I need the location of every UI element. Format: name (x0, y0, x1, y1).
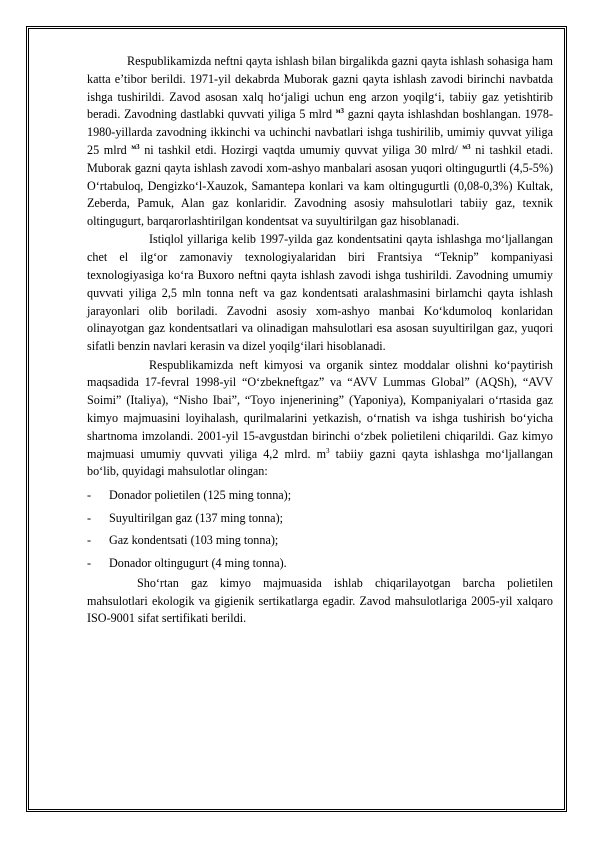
list-marker: - (87, 510, 92, 525)
text-run: Respublikamizda neft kimyosi va organik sintez moddalar olishni ko‘paytirish maqsadida 17-fevral 1998-yil “O‘zbekneftgaz” va “AVV Lummas Global” (AQSh), “AVV Soimi” (Italiya), “Nisho Ibai”, “Toyo injenerining” (Yaponiya), Kompaniyalari o‘rtasida gaz kimyo majmuasini loyihalash, qurilmalarini yetkazish, o‘rnatish va ishga tushirish bo‘yicha shartnoma imzolandi. 2001-yil 15-avgustdan birinchi o‘zbek polietileni chiqarildi. Gaz kimyo majmuasi umumiy quvvati yiliga 4,2 mlrd. m (87, 357, 553, 461)
list-item (87, 509, 553, 527)
exponent-superscript: 3 (326, 446, 330, 455)
paragraph-muborak-gas-plant (87, 53, 553, 231)
paragraph-gas-chemical-complex (87, 357, 553, 482)
cubic-meter-superscript: м3 (462, 142, 471, 151)
paragraph-shurtan-certification: Sho‘rtan gaz kimyo majmuasida ishlab chiqarilayotgan barcha polietilen mahsulotlari ekologik va gigienik sertikatlarga egadir. Zavod mahsulotlariga 2005-yil xalqaro ISO-9001 sifat sertifikati berildi. (87, 575, 553, 626)
list-item-text: Donador polietilen (125 ming tonna); (109, 487, 292, 502)
text-run: Respublikamizda neftni qayta ishlash bilan birgalikda gazni qayta ishlash sohasiga ham katta e’tibor berildi. 1971-yil dekabrda Muborak gazni qayta ishlash zavodi birinchi navbatda ishga tushirildi. Zavod asosan xalq ho‘jaligi uchun eng arzon yoqilg‘i, tabiiy gaz yetishtirib beradi. Zavodning dastlabki quvvati yiliga 5 mlrd (87, 54, 553, 122)
text-run: ni tashkil etadi. Muborak gazni qayta ishlash zavodi xom-ashyo manbalari asosan yuqori oltingugurtli (4,5-5%) O‘rtabuloq, Dengizko‘l-Xauzok, Samantepa konlari va kam oltingugurtli (0,08-0,3%) Kultak, Zeberda, Pamuk, Alan gaz konlaridir. Zavodning asosiy mahsulotlari tabiiy gaz, texnik oltingugurt, barqarorlashtirilgan kondentsat va suyultirilgan gaz hisoblanadi. (87, 142, 553, 229)
cubic-meter-superscript: м3 (131, 142, 140, 151)
list-item (87, 486, 553, 504)
text-run: ni tashkil etdi. Hozirgi vaqtda umumiy quvvat yiliga 30 mlrd/ (139, 142, 463, 157)
list-marker: - (87, 533, 92, 548)
list-item-text: Gaz kondentsati (103 ming tonna); (109, 533, 279, 548)
list-item-text: Suyultirilgan gaz (137 ming tonna); (109, 510, 283, 525)
list-item-text: Donador oltingugurt (4 ming tonna). (109, 555, 287, 570)
cubic-meter-superscript: м3 (335, 107, 345, 116)
paragraph-bukhara-refinery (87, 231, 553, 356)
text-run: tabiiy gazni qayta ishlashga mo‘ljallangan bo‘lib, quyidagi mahsulotlar olingan: (87, 446, 553, 479)
text-run: Istiqlol yillariga kelib 1997-yilda gaz kondentsatini qayta ishlashga mo‘ljallangan chet el ilg‘or zamonaviy texnologiyalaridan biri Frantsiya “Teknip” kompaniyasi texnologiyasiga ko‘ra Buxoro neftni qayta ishlash zavodi ishga tushirildi. Zavodning umumiy quvvati yiliga 2,5 mln tonna neft va gaz kondentsati aralashmasini birlamchi qayta ishlash jarayonlari olib boriladi. Zavodni asosiy xom-ashyo manbai Ko‘kdumoloq konlaridan olinayotgan gaz kondentsatlari va olinadigan mahsulotlari esa asosan suyultirilgan gaz, yuqori sifatli benzin navlari kerasin va dizel yoqilg‘ilari hisoblanadi. (87, 232, 553, 354)
list-marker: - (87, 555, 92, 570)
text-run: gazni qayta ishlashdan boshlangan. 1978-1980-yillarda zavodning ikkinchi va uchinchi navbatlari ishga tushirilib, umimiy quvvat yiliga 25 mlrd (87, 107, 553, 157)
products-list (87, 486, 553, 572)
list-item (87, 554, 553, 572)
list-marker: - (87, 487, 92, 502)
document-body (87, 53, 553, 628)
list-item (87, 531, 553, 549)
